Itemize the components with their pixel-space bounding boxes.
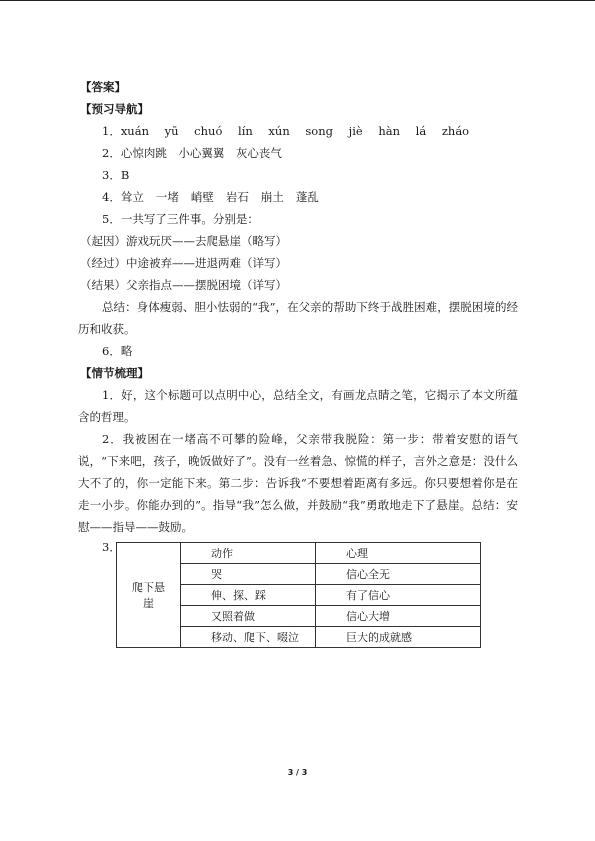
preview-summary: 总结：身体瘦弱、胆小怯弱的“我”，在父亲的帮助下终于战胜困难，摆脱困境的经历和收获。 bbox=[78, 300, 518, 336]
table-cell-action: 伸、探、踩 bbox=[181, 585, 316, 606]
table-cell-mind: 信心全无 bbox=[316, 564, 481, 585]
page-number: 3 / 3 bbox=[287, 768, 308, 777]
answer-document bbox=[78, 76, 518, 650]
q4-word: 岩石 bbox=[225, 190, 249, 204]
preview-q1: 1．xuán yū chuó lín xún song jiè hàn lá zháo bbox=[102, 124, 470, 138]
col-header-mind: 心理 bbox=[316, 543, 481, 564]
q4-word: 峭壁 bbox=[190, 190, 214, 204]
preview-q6: 6．略 bbox=[102, 344, 133, 358]
plot-q3 bbox=[78, 540, 518, 650]
q5-item-result: （结果）父亲指点——摆脱困境（详写） bbox=[80, 278, 287, 292]
q4-number: 4． bbox=[102, 190, 121, 204]
table-cell-action: 哭 bbox=[181, 564, 316, 585]
table-cell-action: 移动、爬下、啜泣 bbox=[181, 627, 316, 648]
plot-q3-number: 3． bbox=[102, 540, 121, 554]
plot-p1: 1．好，这个标题可以点明中心，总结全文，有画龙点睛之笔，它揭示了本文所蕴含的哲理。 bbox=[78, 388, 518, 424]
table-cell-action: 又照着做 bbox=[181, 606, 316, 627]
preview-q2: 2．心惊肉跳 小心翼翼 灰心丧气 bbox=[102, 146, 282, 160]
plot-p2: 2．我被困在一堵高不可攀的险峰，父亲带我脱险：第一步：带着安慰的语气说，“下来吧，孩子，晚饭做好了”。没有一丝着急、惊慌的样子，言外之意是：没什么大不了的，你一定能下来。第二步：告诉我“不要想着距离有多远。你只要想着你是在走一小步。你能办到的”。指导“我”怎么做，并鼓励“我”勇敢地走下了悬崖。总结：安慰——指导——鼓励。 bbox=[78, 432, 518, 534]
heading-plot: 【情节梳理】 bbox=[80, 366, 149, 380]
heading-answer: 【答案】 bbox=[80, 80, 126, 94]
q4-word: 蓬乱 bbox=[295, 190, 319, 204]
climb-down-table bbox=[116, 542, 481, 648]
table-cell-mind: 信心大增 bbox=[316, 606, 481, 627]
q5-item-cause: （起因）游戏玩厌——去爬悬崖（略写） bbox=[80, 234, 287, 248]
col-header-action: 动作 bbox=[181, 543, 316, 564]
table-cell-mind: 巨大的成就感 bbox=[316, 627, 481, 648]
table-row bbox=[117, 543, 481, 564]
top-rule bbox=[0, 0, 595, 1]
q5-item-process: （经过）中途被弃——进退两难（详写） bbox=[80, 256, 287, 270]
q4-word: 一堵 bbox=[155, 190, 179, 204]
q4-word: 耸立 bbox=[120, 190, 144, 204]
heading-preview: 【预习导航】 bbox=[80, 102, 149, 116]
preview-q3: 3．B bbox=[102, 168, 130, 182]
row-header-climb-down: 爬下悬崖 bbox=[117, 543, 181, 648]
q4-word: 崩土 bbox=[260, 190, 284, 204]
preview-q4 bbox=[78, 186, 518, 208]
preview-q5: 5．一共写了三件事。分别是： bbox=[102, 212, 259, 226]
table-cell-mind: 有了信心 bbox=[316, 585, 481, 606]
